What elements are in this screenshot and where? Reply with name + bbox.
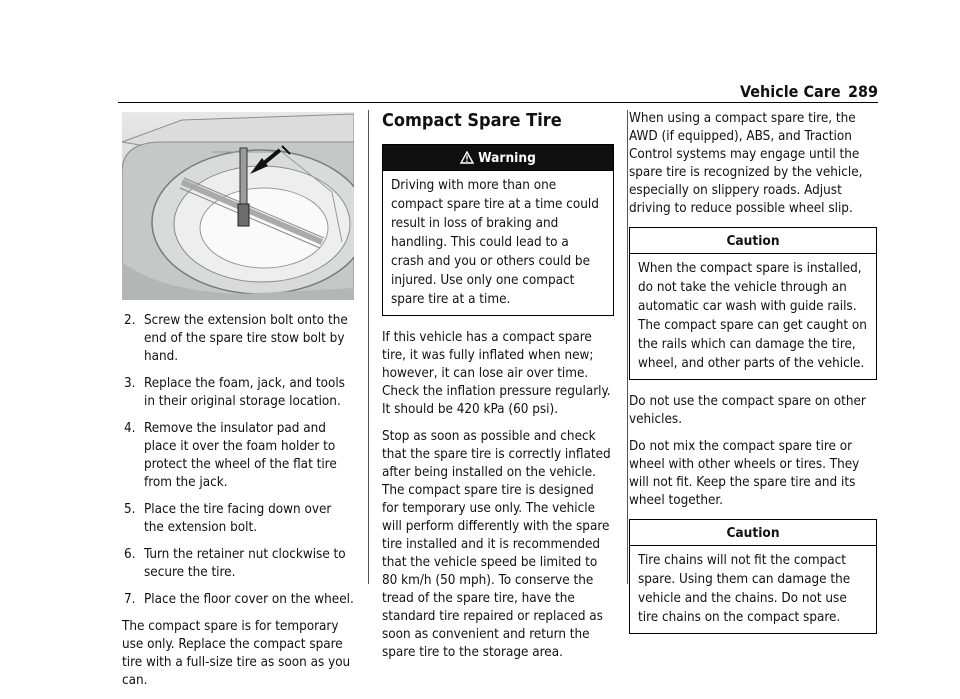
caution-text: Tire chains will not fit the compact spare. Using them can damage the vehicle and the chains. Do not use tire chains on the compact spare. (638, 553, 851, 625)
spare-tire-well-illustration (122, 112, 354, 300)
step-text: Place the floor cover on the wheel. (144, 592, 354, 607)
caution-title: Caution (630, 228, 876, 254)
section-heading: Compact Spare Tire (382, 110, 562, 131)
procedure-steps (122, 312, 354, 609)
caution-box (629, 227, 877, 380)
page-number: 289 (847, 82, 878, 101)
warning-title: Warning (478, 150, 536, 166)
step-text: Place the tire facing down over the extension bolt. (144, 502, 332, 535)
section-title: Vehicle Care (740, 82, 841, 101)
column-3 (629, 110, 877, 647)
list-item: 3. Replace the foam, jack, and tools in their original storage location. (122, 375, 354, 411)
step-text: Replace the foam, jack, and tools in their original storage location. (144, 376, 345, 409)
list-item: 6. Turn the retainer nut clockwise to secure the tire. (122, 546, 354, 582)
column-divider (368, 110, 369, 584)
caution-title: Caution (630, 520, 876, 546)
caution-box (629, 519, 877, 634)
warning-box (382, 144, 614, 316)
step-text: Screw the extension bolt onto the end of the spare tire stow bolt by hand. (144, 313, 348, 364)
caution-text: When the compact spare is installed, do not take the vehicle through an automatic car wash with guide rails. The compact spare can get caught on the rails which can damage the tire, wheel, and other parts of the vehicle. (638, 261, 867, 371)
paragraph: Stop as soon as possible and check that the spare tire is correctly inflated after being installed on the vehicle. The compact spare tire is designed for temporary use only. The vehicle will perform differently with the spare tire installed and it is recommended that the vehicle speed be limited to 80 km/h (50 mph). To conserve the tread of the spare tire, have the standard tire repaired or replaced as soon as convenient and return the spare tire to the storage area. (382, 429, 611, 660)
column-2 (382, 110, 614, 671)
list-item: 7. Place the floor cover on the wheel. (124, 592, 354, 607)
header-rule (118, 102, 878, 103)
paragraph: When using a compact spare tire, the AWD (if equipped), ABS, and Traction Control systems may engage until the spare tire is recognized by the vehicle, especially on slippery roads. Adjust driving to reduce possible wheel slip. (629, 111, 863, 216)
page-header (740, 82, 878, 101)
column-1 (122, 312, 354, 699)
list-item: 4. Remove the insulator pad and place it over the foam holder to protect the wheel of the flat tire from the jack. (122, 420, 354, 492)
step-text: Remove the insulator pad and place it over the foam holder to protect the wheel of the flat tire from the jack. (144, 421, 337, 490)
paragraph: Do not mix the compact spare tire or wheel with other wheels or tires. They will not fit. Keep the spare tire and its wheel together. (629, 439, 860, 508)
paragraph: Do not use the compact spare on other vehicles. (629, 394, 866, 427)
paragraph: If this vehicle has a compact spare tire, it was fully inflated when new; however, it can lose air over time. Check the inflation pressure regularly. It should be 420 kPa (60 psi). (382, 330, 611, 417)
warning-header (383, 145, 613, 171)
warning-triangle-icon (460, 151, 474, 164)
paragraph: The compact spare is for temporary use only. Replace the compact spare tire with a full-size tire as soon as you can. (122, 619, 351, 688)
list-item: 2. Screw the extension bolt onto the end of the spare tire stow bolt by hand. (122, 312, 354, 366)
warning-text: Driving with more than one compact spare tire at a time could result in loss of braking and handling. This could lead to a crash and you or others could be injured. Use only one compact spare tire at a time. (391, 178, 599, 307)
trunk-well-drawing (122, 112, 354, 300)
step-text: Turn the retainer nut clockwise to secure the tire. (144, 547, 346, 580)
column-divider (627, 110, 628, 584)
list-item: 5. Place the tire facing down over the extension bolt. (122, 501, 354, 537)
